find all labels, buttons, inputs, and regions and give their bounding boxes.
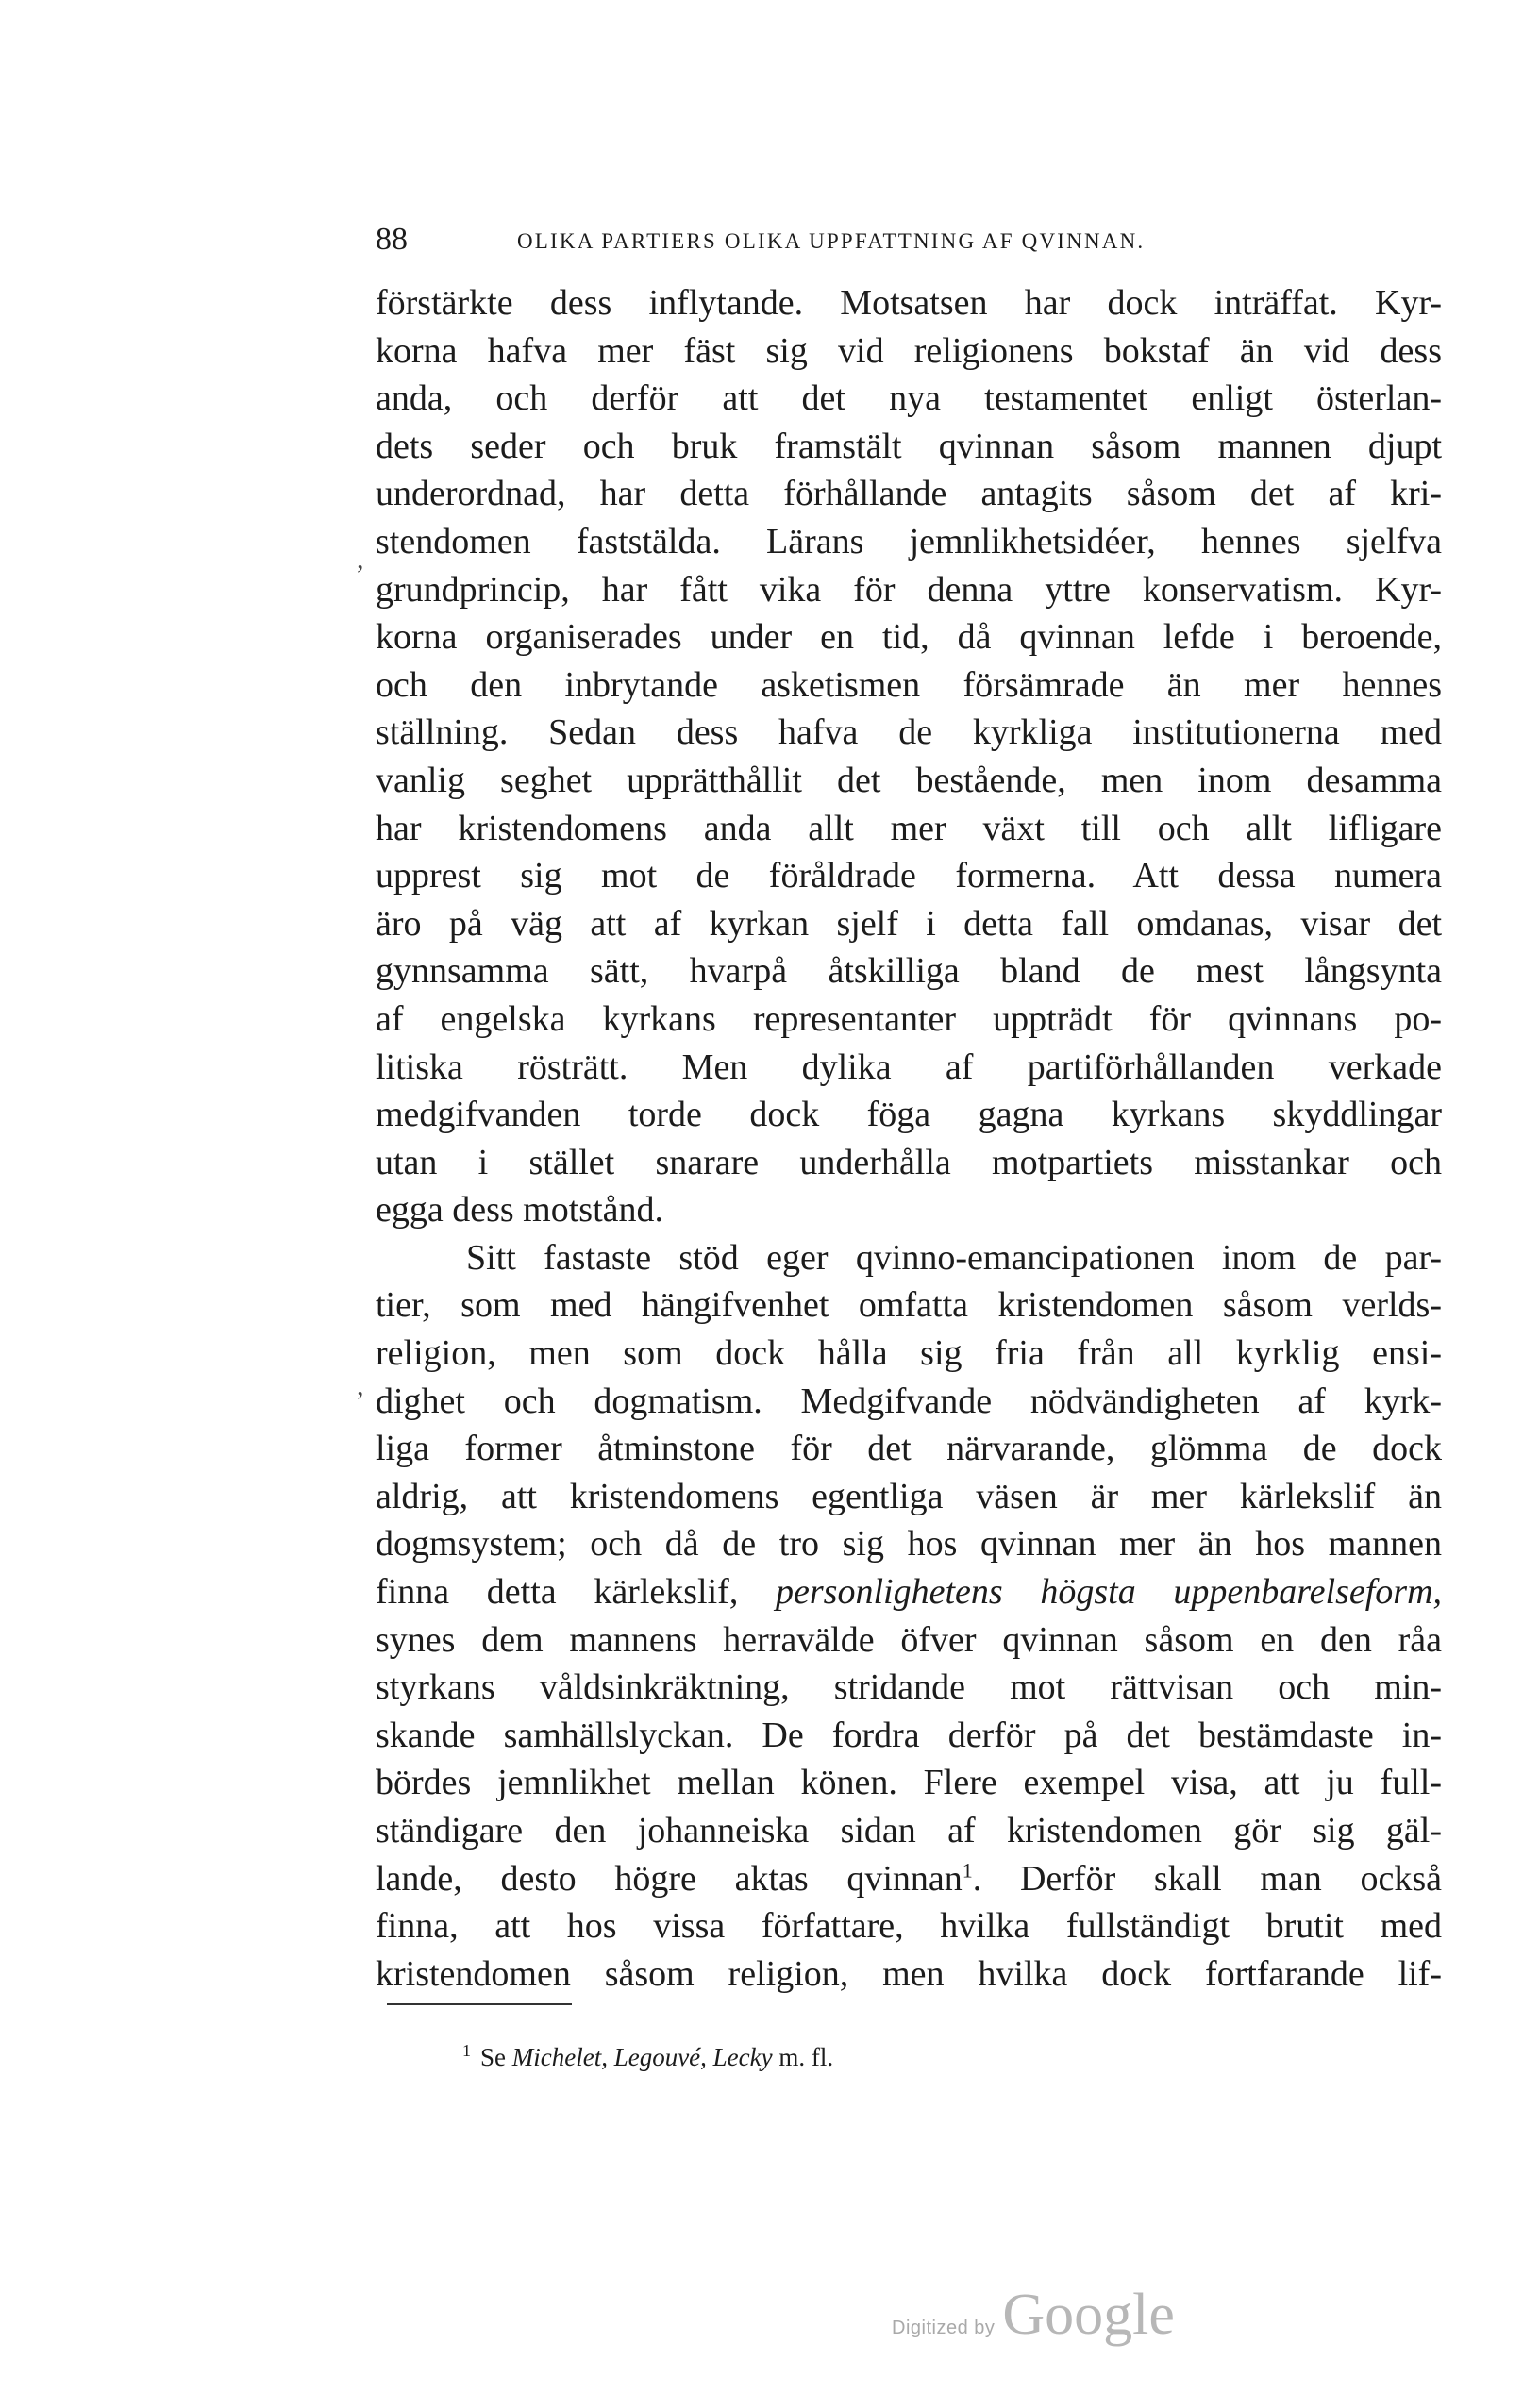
text-line: liga former åtminstone för det närvarande, glömma de dock: [376, 1429, 1442, 1469]
text-line: kristendomen såsom religion, men hvilka dock fortfarande lif-: [376, 1953, 1442, 1994]
text-line: bördes jemnlikhet mellan könen. Flere exempel visa, att ju full-: [376, 1763, 1442, 1803]
text-line: äro på väg att af kyrkan sjelf i detta fall omdanas, visar det: [376, 903, 1442, 944]
text-line: medgifvanden torde dock föga gagna kyrkans skyddlingar: [376, 1095, 1442, 1135]
footnote-prefix: Se: [480, 2043, 506, 2071]
text-line: af engelska kyrkans representanter uppträdt för qvinnans po-: [376, 998, 1442, 1039]
margin-mark: ,: [357, 544, 364, 575]
text-line: anda, och derför att det nya testamentet enligt österlan-: [376, 378, 1442, 419]
text-line: upprest sig mot de föråldrade formerna. Att dessa numera: [376, 856, 1442, 896]
text-line: aldrig, att kristendomens egentliga väsen är mer kärlekslif än: [376, 1476, 1442, 1516]
text-line: dets seder och bruk framstält qvinnan såsom mannen djupt: [376, 426, 1442, 466]
paragraph-start-line: Sitt fastaste stöd eger qvinno-emancipationen inom de par-: [466, 1237, 1442, 1278]
text-line: tier, som med hängifvenhet omfatta kristendomen såsom verlds-: [376, 1285, 1442, 1326]
footnote: [462, 2032, 833, 2076]
page-number: 88: [376, 222, 408, 257]
footnote-suffix: m. fl.: [778, 2043, 834, 2071]
text-line: styrkans våldsinkräktning, stridande mot rättvisan och min-: [376, 1667, 1442, 1708]
text-line: korna organiserades under en tid, då qvinnan lefde i beroende,: [376, 617, 1442, 658]
text-line: och den inbrytande asketismen försämrade än mer hennes: [376, 664, 1442, 705]
text-line: grundprincip, har fått vika för denna yttre konservatism. Kyr-: [376, 569, 1442, 610]
footnote-names: Michelet, Legouvé, Lecky: [511, 2043, 773, 2071]
google-logo: Google: [1002, 2283, 1175, 2347]
digitized-watermark: [892, 2282, 1175, 2349]
text-line: religion, men som dock hålla sig fria från all kyrklig ensi-: [376, 1333, 1442, 1374]
emphasized-text: personlighetens högsta uppenbarelseform,: [776, 1572, 1443, 1613]
text-line: utan i stället snarare underhålla motpartiets misstankar och: [376, 1142, 1442, 1182]
text-line: synes dem mannens herravälde öfver qvinnan såsom en den råa: [376, 1619, 1442, 1660]
text-line: korna hafva mer fäst sig vid religionens bokstaf än vid dess: [376, 330, 1442, 371]
text-line: stendomen faststälda. Lärans jemnlikhetsidéer, hennes sjelfva: [376, 521, 1442, 561]
text-line: har kristendomens anda allt mer växt till och allt lifligare: [376, 808, 1442, 848]
running-title: OLIKA PARTIERS OLIKA UPPFATTNING AF QVINNAN.: [517, 229, 1146, 253]
watermark-label: Digitized by: [892, 2318, 996, 2338]
text-line: litiska rösträtt. Men dylika af partiförhållanden verkade: [376, 1046, 1442, 1087]
text-line: vanlig seghet upprätthållit det bestående, men inom desamma: [376, 760, 1442, 800]
footnote-mark: 1: [462, 2041, 471, 2060]
text-line: dogmsystem; och då de tro sig hos qvinnan mer än hos mannen: [376, 1524, 1442, 1565]
text-line: skande samhällslyckan. De fordra derför på det bestämdaste in-: [376, 1715, 1442, 1755]
text-line: finna, att hos vissa författare, hvilka fullständigt brutit med: [376, 1906, 1442, 1947]
text-line: [376, 1568, 1442, 1616]
footnote-divider: [387, 2003, 572, 2005]
page-header: [376, 215, 1470, 264]
footnote-reference: 1: [962, 1857, 973, 1882]
body-text: [376, 279, 1442, 1998]
text-line: förstärkte dess inflytande. Motsatsen har dock inträffat. Kyr-: [376, 283, 1442, 323]
text-line: underordnad, har detta förhållande antagits såsom det af kri-: [376, 474, 1442, 514]
text-line: gynnsamma sätt, hvarpå åtskilliga bland de mest långsynta: [376, 951, 1442, 992]
margin-mark: ,: [357, 1370, 364, 1401]
line-text: . Derför skall man också: [972, 1858, 1442, 1899]
text-line: egga dess motstånd.: [376, 1190, 664, 1230]
text-line: ställning. Sedan dess hafva de kyrkliga institutionerna med: [376, 712, 1442, 753]
line-text: finna detta kärlekslif,: [376, 1572, 739, 1613]
line-text: lande, desto högre aktas qvinnan: [376, 1858, 962, 1899]
text-line: dighet och dogmatism. Medgifvande nödvändigheten af kyrk-: [376, 1381, 1442, 1421]
text-line: ständigare den johanneiska sidan af kristendomen gör sig gäl-: [376, 1811, 1442, 1850]
text-line: [376, 1855, 1442, 1903]
